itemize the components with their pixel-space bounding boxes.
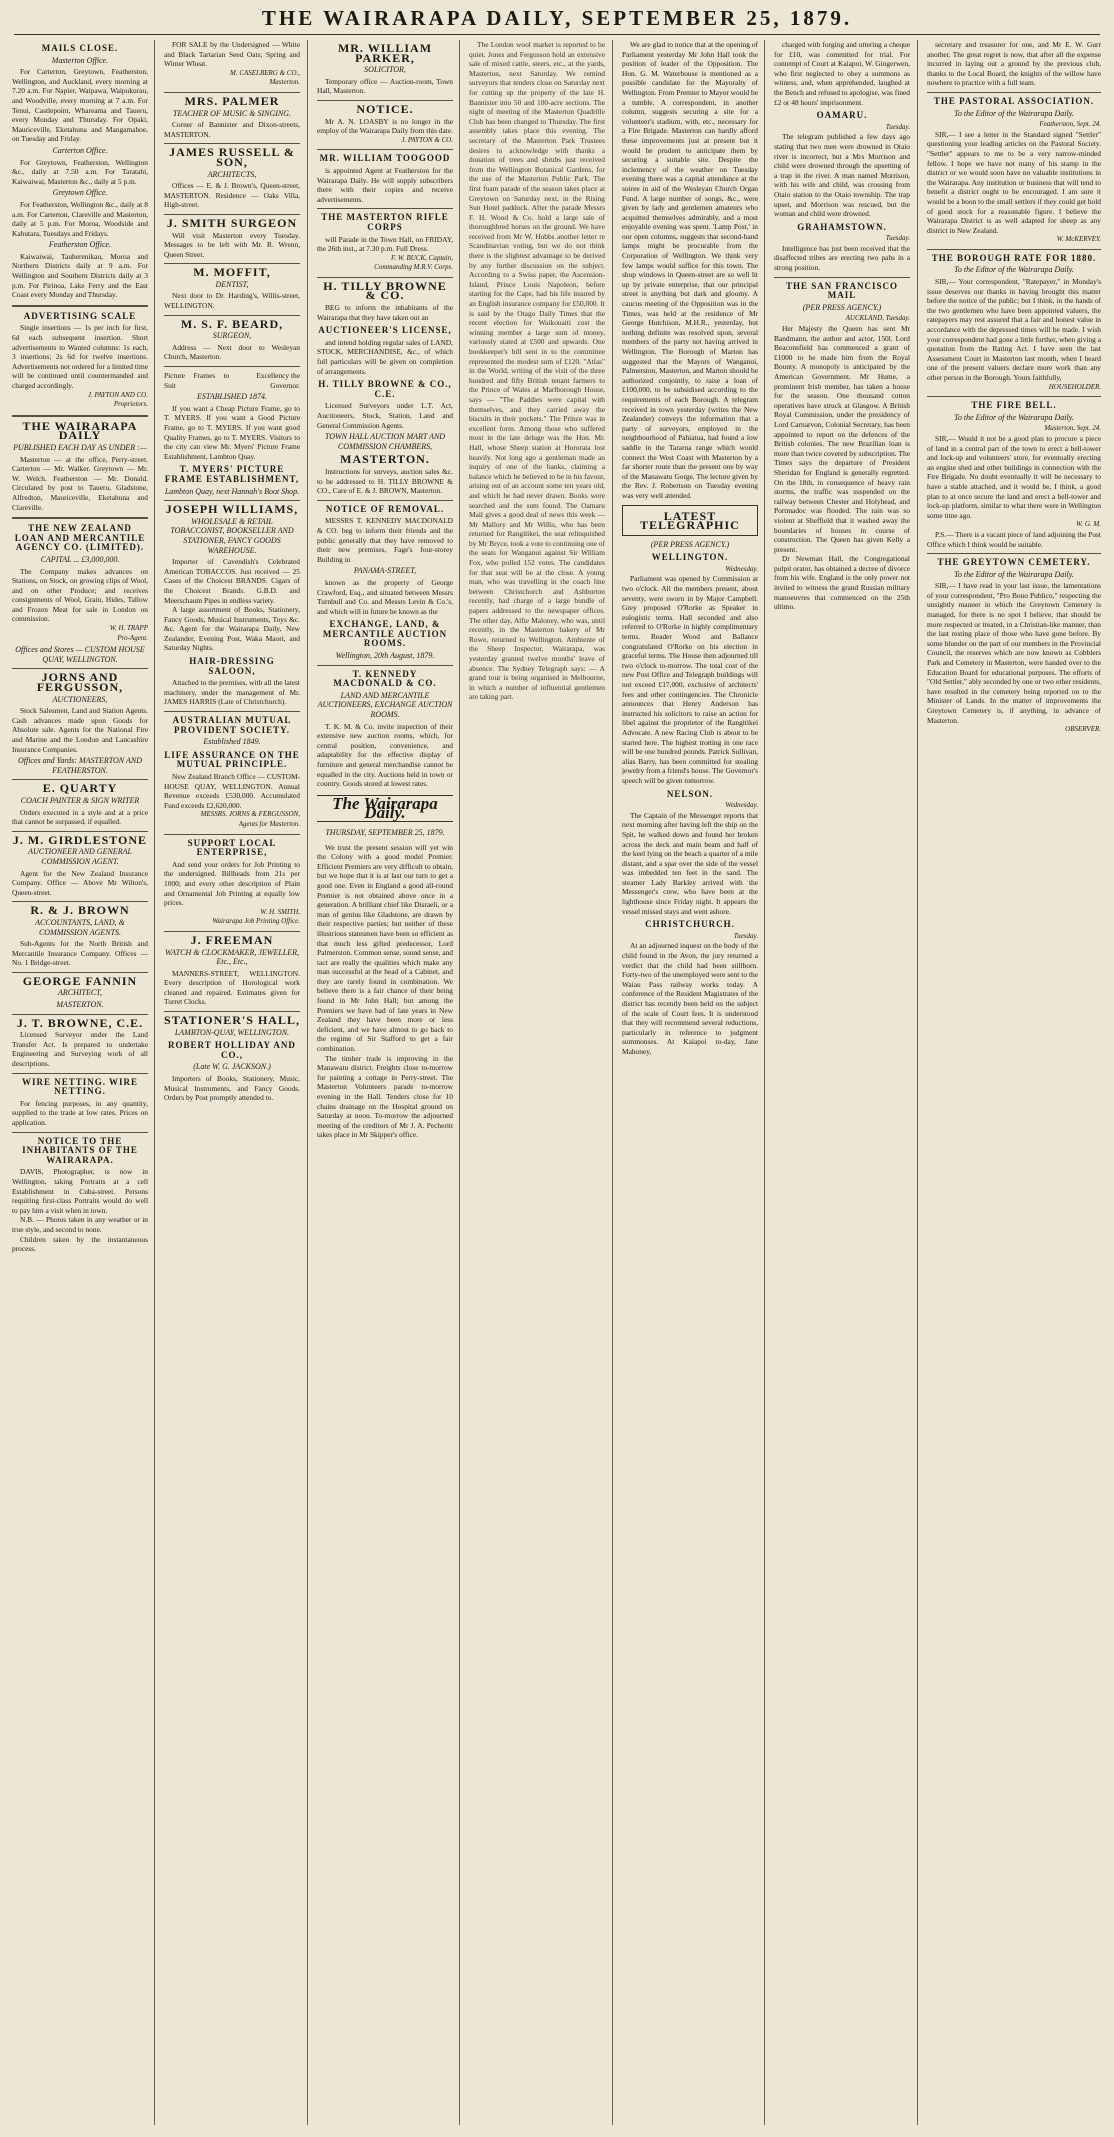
fannin-heading: GEORGE FANNIN [22,973,138,988]
san-francisco-mail-text: Her Majesty the Queen has sent Mr Bandmann, the author and actor, 150l. Lord Beaconsfield has commenced a grant of £1000 to be made him from the Royal Bounty. A monopoly is anticipated by the American Government. Mr Hume, a prominent Irish member, has taken a house for the season. One thousand cotton operatives have struck at Glasgow. A British Royal Commission, under the presidency of Lord Carnarvon, Colonial Secretary, has been appointed to report on the defences of the British colonies. The new Brazilian loan is more than twice covered by subscription. The Times says the departure of President Sheridan for England is generally regretted. On the 18th, in consequence of heavy rain storms, the traffic was suspended on the railway between Chester and Holyhead, and Portmadoc was flooded. The rain was so violent at Sheffield that it washed away the boundaries of houses in course of construction. The Queen has given Kelly a present. [774,324,910,554]
cemetery-text: SIR,— I have read in your last issue, the lamentations of your correspondent, "Pro Bono Publico," respecting the unsightly manner in which the Greytown Cemetery is managed, for there is no spot I believe, that should be more respected or treated, in a Christian-like manner, than the last resting place of those who have gone before. By some blunder on the part of our members in the Provincial Council, the reserves which are now known as Cobblers Park and Cemetery in Masterton, were handed over to the Education Board for educational purposes. The efforts of "Old Settler," ably seconded by one or two other residents, have resulted in the cemetery being reported on to the Minister of Lands. In the matter of improvements the Greytown Cemetery is, if anything, in advance of Masterton. [927,581,1101,725]
moffit-subheading: DENTIST, [215,279,249,289]
fire-bell-ps: P.S.— There is a vacant piece of land adjoining the Post Office which I think would be suitable. [927,529,1101,549]
divider [12,415,148,417]
san-francisco-mail-text-2: Dr Newman Hall, the Congregational pulpit orator, has obtained a decree of divorce from his wife. England is the only power not invited to witness the grand Russian military manoeuvres that commenced on the 25th ultimo. [774,554,910,612]
column-divider [307,40,308,2125]
tilly-signature: H. TILLY BROWNE & CO., C.E. [318,379,452,399]
stationers-subheading: LAMBTON-QUAY, WELLINGTON. [174,1027,290,1037]
russell-subheading: ARCHITECTS, [207,169,257,179]
pastoral-to: To the Editor of the Wairarapa Daily. [954,108,1074,118]
greytown-office-heading: Greytown Office. [52,188,108,198]
rifles-signature-title: Commanding M.R.V. Corps. [374,263,453,272]
notice-signature: J. PAYTON & CO. [401,135,453,144]
nelson-text: The Captain of the Messenger reports that next morning after having left the ship on the Spit, he walked down and found her broken across the deck and main beam and half of the keel lying on the beach a quarter of a mile distant, and a spar over the side of the vessel was imbedded ten feet in the sand. The steamer Lady Barkley arrived with the Messenger's crew, who have been at the lighthouse since Friday night. It appears the vessel missed stays and went ashore. [622,810,758,916]
hair-saloon-heading: HAIR-DRESSING SALOON, [189,656,275,676]
divider [12,305,148,307]
brown-heading: R. & J. BROWN [30,903,130,918]
stationers-heading: STATIONER'S HALL, [164,1013,300,1028]
notice-text: DAVIS, Photographer, is now in Wellington, taking Portraits at a cell Establishment in Cuba-street. Persons requiring first-class Portraits would do well to pay him a visit when in town. [12,1167,148,1215]
browne-text: Licensed Surveyor under the Land Transfer Act. Is prepared to undertake Engineering and Surveying work of all descriptions. [12,1030,148,1069]
jorns-text: Stock Salesmen, Land and Station Agents. Cash advances made upon Goods for Absolute sale. Agents for the National Fire and Marine and the London and Lancashire Insurance Companies. [12,706,148,754]
oamaru-text: The telegram published a few days ago stating that two men were drowned in Otaio river is incorrect, but a Mrs Morrison and child were drowned through the upsetting of a trap in the river. A man named Morrison, with his wife and child, was crossing from Otaio station to the Otaio township. The trap upset, and Morrison was rescued, but the woman and child were drowned. [774,132,910,219]
frames-address: Lambton Quay, next Hannah's Boot Shop. [164,486,300,496]
divider [12,1132,148,1133]
wellington-text: Parliament was opened by Commission at two o'clock. All the members present, about seventy, were sworn in by Major Campbell. Grey proposed O'Rorke as Speaker in eulogistic terms. Hall seconded and also referred to O'Rorke in highly complimentary terms. Reader Wood and Ballance congratulated O'Rorke on his election in graceful terms. The House then adjourned till two o'clock to-morrow. The total cost of the new Post Office and Telegraph buildings will not exceed £17,000, exclusive of architects' fees and other contingencies. The Chronicle announces that Henry Anderson has instructed his solicitors to raise an action for libel against the proprietor of the Rangitikei Advocate. A new Racing Club is about to be started here. The highest trotting in one race will be one hundred pounds. Patrick Sullivan, alias Barry, has been committed for stealing jewelry from a friend's house. The Governor's speech will be given tomorrow. [622,574,758,785]
published-text: Masterton — at the office, Perry-street. Carterton — Mr. Walker. Greytown — Mr. W. Welch. Featherston — Mr. Donald. Circulated by post to Taueru, Gladstone, Alfredton, Mauriceville, Eketahuna and Clareville. [12,454,148,512]
grahamstown-heading: GRAHAMSTOWN. [797,221,887,232]
column-3 [317,40,453,2125]
removal-street: PANAMA-STREET, [353,566,417,576]
notice-text: Mr A. N. LOASBY is no longer in the employ of the Wairarapa Daily from this date. [317,116,453,136]
column-2 [164,40,300,2125]
column-divider [459,40,460,2125]
latest-telegraphic-subheading: (PER PRESS AGENCY.) [650,539,730,549]
borough-rate-text: SIR,— Your correspondent, "Ratepayer," in Monday's issue deserves our thanks in having brought this matter before the notice of the public; but I think, in the hands of the two gentlemen who have been appointed valuers, the ratepayers may rest assured that a fair and honest value in accordance with the depressed times will be made. I wish your correspondent had gone a little further, when giving a quotation from the Rating Act. I have seen the last Assessment Court in Masterton last month, when I heard one of the present valuers declare more work than any other person in the Borough. Yours faithfully, [927,277,1101,382]
tilly-address: TOWN HALL AUCTION MART AND COMMISSION CHAMBERS, [324,432,446,451]
removal-text: MESSRS T. KENNEDY MACDONALD & CO. beg to inform their friends and the public generally that they have removed to their new premises, Fage's four-storey Building in [317,516,453,564]
pastoral-text: SIR,— I see a letter in the Standard signed "Settler" questioning your leading articles on the Pastoral Society. "Settler" appears to me to be a very narrow-minded fellow. I hope we have not many of his stamp in the district or we would soon have no valuable institutions in the Wairarapa. Any institution or business that will tend to benefit a district ought to be encouraged. I am sure it would be a boon to the small settlers if they could get hold of good stock for a reasonable figure. I believe the Wairarapa District is as well adapted for sheep as any district in New Zealand. [927,129,1101,235]
divider [164,315,300,316]
column-divider [154,40,155,2125]
freeman-subheading: WATCH & CLOCKMAKER, JEWELLER, Etc., Etc., [164,947,300,967]
frames-text: If you want a Cheap Picture Frame, go to T. MYERS. If you want a Good Picture Frame, go to T. MYERS. If you want good Quality Frames, go to T. MYERS. Visitors to the city can view Mr. Myers' Picture Frame Establishment, Lambton Quay. [164,403,300,461]
russell-heading: JAMES RUSSELL & SON, [169,145,295,169]
hair-saloon-text: Attached to the premises, with all the latest machinery, under the management of Mr. JAMES HARRIS (Late of Christchurch). [164,678,300,707]
local-news-text: We are glad to notice that at the opening of Parliament yesterday Mr John Hall took the position of leader of the Opposition. The Hon. G. M. Waterhouse is mentioned as a possible candidate for the Mayoralty of Wellington. From Premier to Mayor would be a tumble. A correspondent, in another column, suggests securing a site for a volunteer's stadium, with, etc., necessary for a Fire Brigade. Masterton can hardly afford these improvements just at present but it would be prudent to anticipate them by securing a suitable site. Despite the inclemency of the weather on Tuesday evening there was a capital attendance at the soiree in aid of the Wesleyan Church Organ Fund. A large number of songs, &c., were given by lady and gentlemen amateurs who acquitted themselves admirably, and a most enjoyable evening was spent. 'Lamp Post,' in our open columns, suggests that second-hand lamps might be procurable from the Corporation of Wellington. We think very few lamps would suffice for this town. The shop windows in Queen-street are so well lit up by private enterprise, that our principal street is anything but dark and gloomy. A caucus meeting of the Opposition was in the Times, was held at the residence of Mr George Hutchison, M.H.R., yesterday, but nothing definite was resolved upon, several members of the party not having arrived in Wellington. The Borough of Marton has suggested that the Mayors of Wanganui, Palmerston, Masterton, and Marton should be authorized conjointly, to raise a loan of £100,000, to be subsidised according to the requirements of each Borough. A telegram received in town yesterday (writes the New Zealander) conveys the information that a party of surveyors, employed in the neighbourhood of Pahiatua, had found a low saddle in the Tararua range which would connect the West Coast with Masterton by a far shorter route than the present one by way of the Manawatu Gorge. The lecture given by the Rev. J. Robertson on Tuesday evening was very well attended. [622,40,758,500]
browne-heading: J. T. BROWNE, C.E. [16,1015,144,1030]
advertising-text: Single insertions — 1s per inch for first, 6d each subsequent insertion. Short advertisements to Wanted columns: 1s each, 3 insertions; 2s 6d for twelve insertions. Advertisements not ordered for a limited time will be continued until countermanded and charged accordingly. [12,323,148,390]
divider [927,92,1101,93]
grahamstown-text: Intelligence has just been received that the disaffected tribes are erecting two pahs in a strong position. [774,243,910,273]
tilly-license: AUCTIONEER'S LICENSE, [318,325,452,336]
beard-heading: M. S. F. BEARD, [180,316,284,331]
divider [12,972,148,973]
divider [927,553,1101,554]
rifles-text: will Parade in the Town Hall, on FRIDAY, the 26th inst., at 7.30 p.m. Full Dress. [317,234,453,254]
advertising-heading: ADVERTISING SCALE [23,310,137,321]
for-sale-place: Masterton. [269,78,300,87]
fannin-subheading: ARCHITECT, [57,988,103,998]
divider [164,92,300,93]
divider [12,1073,148,1074]
column-4 [469,40,605,2125]
beard-text: Address — Next door to Wesleyan Church, Masterton. [164,342,300,362]
cricket-text: secretary and treasurer for one, and Mr E. W. Gurr another. The great regret is now, that after all the expense incurred in laying out a ground by the previous club, thanks to the Local Board, the knights of the willow have nowhere to practice with a full team. [927,40,1101,88]
girdlestone-subheading: AUCTIONEER AND GENERAL COMMISSION AGENT. [28,847,132,866]
wire-netting-heading: WIRE NETTING. WIRE NETTING. [21,1076,139,1097]
divider [317,100,453,101]
divider [12,1014,148,1015]
borough-rate-signature: HOUSEHOLDER. [1048,382,1101,391]
tilly-heading: H. TILLY BROWNE & CO. [323,278,447,303]
loan-agency-text: The Company makes advances on Stations, on Stock, on growing clips of Wool, and on other Produce; and receives consignments of Wool, Grain, Hides, Tallow and Frozen Meat for sale in London on commission. [12,566,148,624]
notice-heading: NOTICE TO THE INHABITANTS OF THE WAIRARAPA. [22,1135,138,1165]
parker-text: Temporary office — Auction-room, Town Hall, Masterton. [317,76,453,96]
divider [164,143,300,144]
column-divider [764,40,765,2125]
williams-subheading: WHOLESALE & RETAIL TOBACCONIST, BOOKSELLER AND STATIONER, FANCY GOODS WAREHOUSE. [170,516,294,555]
divider [164,263,300,264]
paper-title: The Wairarapa Daily. [317,795,453,822]
divider [164,834,300,835]
amp-signature-title: Agents for Masterton. [238,819,300,828]
divider [774,277,910,278]
column-7 [927,40,1101,2125]
tilly-text-4: Instructions for surveys, auction sales &c. to be addressed to H. TILLY BROWNE & CO., Care of E. & J. BROWN, Masterton. [317,466,453,496]
nelson-heading: NELSON. [666,788,714,799]
divider [164,711,300,712]
latest-telegraphic-heading: LATEST TELEGRAPHIC [640,508,740,533]
palmer-subheading: TEACHER OF MUSIC & SINGING. [173,108,291,118]
divider [317,149,453,150]
fannin-place: MASTERTON. [56,1000,104,1010]
williams-text-2: A large assortment of Books, Stationery, Fancy Goods, Musical Instruments, Toys &c. &c. Agent for the Wairarapa Daily, New Zealander, Evening Post, Waka Maori, and Saturday Nights. [164,605,300,653]
advertising-signature-title: Proprietors. [113,400,148,409]
frames-signature: T. MYERS' PICTURE FRAME ESTABLISHMENT, [164,464,300,484]
divider [12,668,148,669]
macdonald-heading: T. KENNEDY MACDONALD & CO. [333,668,437,689]
fire-bell-signature: W. G. M. [1076,520,1101,529]
loan-office: Offices and Stores — CUSTOM HOUSE QUAY, WELLINGTON. [15,645,145,664]
freeman-text: MANNERS-STREET, WELLINGTON. Every description of Horological work cleaned and repaired. Estimates given for Turret Clocks. [164,968,300,1007]
quarty-text: Orders executed in a style and at a price that cannot be surpassed, if equalled. [12,807,148,827]
divider [12,831,148,832]
oamaru-day: Tuesday. [885,122,910,131]
cemetery-to: To the Editor of the Wairarapa Daily. [954,569,1074,579]
toogood-text: is appointed Agent at Featherston for the Wairarapa Daily. He will supply subscribers there with their copies and receive advertisements. [317,165,453,204]
wellington-day: Wednesday. [725,564,758,573]
advertising-signature: J. PAYTON AND CO. [87,390,148,399]
latest-telegraphic-box [622,505,758,536]
san-francisco-mail-subheading: (PER PRESS AGENCY.) [802,302,882,312]
san-francisco-mail-place: AUCKLAND, Tuesday. [845,314,910,323]
notice-nb: N.B. — Photos taken in any weather or in true style, and second to none. [12,1215,148,1234]
freeman-heading: J. FREEMAN [190,932,274,947]
toogood-heading: MR. WILLIAM TOOGOOD [319,153,451,164]
divider [164,500,300,501]
divider [12,779,148,780]
divider [927,249,1101,250]
pastoral-place: Featherston, Sept. 24. [1039,120,1101,129]
christchurch-heading: CHRISTCHURCH. [645,919,735,930]
divider [164,931,300,932]
leader-text-2: The timber trade is improving in the Manawatu district. Freights close to-morrow for painting a cottage in Perry-street. The Masterton Volunteers parade to-morrow evening in the Hall. Tenders close for 10 chains drainage on the Hospital ground on Saturday at noon. To-morrow the adjourned meeting of the creditors of Mr J. A. Pecheritt takes place in Mr Skipper's office. [317,1053,453,1140]
borough-rate-heading: THE BOROUGH RATE FOR 1880. [931,252,1097,263]
featherston-office-text: Kaiwaiwai, Tauherenikau, Moroa and Northern Districts daily at 9 a.m. For Wellington and Southern Districts daily at 3 p.m. For Pirinoa, Lake Ferry and the East Coast every Monday and Thursday. [12,251,148,300]
divider [317,208,453,209]
divider [317,500,453,501]
moffit-heading: M. MOFFIT, [193,265,271,280]
masthead: THE WAIRARAPA DAILY, SEPTEMBER 25, 1879. [261,6,853,30]
leader-date: THURSDAY, SEPTEMBER 25, 1879. [325,827,445,837]
removal-date: Wellington, 20th August, 1879. [335,651,435,661]
divider [164,366,300,367]
tilly-town: MASTERTON. [340,452,430,467]
paper-name: THE WAIRARAPA DAILY [22,418,138,443]
quarty-heading: E. QUARTY [42,781,118,796]
parker-subheading: SOLICITOR, [364,65,406,75]
beard-subheading: SURGEON, [212,331,252,341]
published-heading: PUBLISHED EACH DAY AS UNDER :— [13,442,147,452]
palmer-heading: MRS. PALMER [184,93,280,108]
masterton-office-heading: Masterton Office. [51,55,109,65]
fire-bell-place: Masterton, Sept. 24. [1044,424,1101,433]
divider [164,1011,300,1012]
oamaru-heading: OAMARU. [816,110,868,121]
column-6 [774,40,910,2125]
divider [12,517,148,519]
moffit-text: Next door to Dr. Harding's, Willis-street, WELLINGTON. [164,291,300,311]
leader-text: We trust the present session will yet win the Colony with a good model Premier. Efficient Premiers are very difficult to obtain, but we hope that it is at last our turn to get a good one. Even in England a good all-round Premier is not obtained above once in a generation. A brilliant chief like Disraeli, or a man of genius like Gladstone, are drawn by their respective parties; but neither of these illustrious statesmen have been so efficient as that much less gifted predecessor, Lord Palmerston. Common sense, sound sense, and tact are really the qualities which make any man successful at the head of a Cabinet, and they are rarely found in combination. We believe there is a fair chance of their being found in Mr John Hall; but among the Premiers we have had of late years in New Zealand they have been more or less deficient, and we have almost to go back to the regime of Sir Stafford to get a fair combination. [317,842,453,1054]
amp-heading: AUSTRALIAN MUTUAL PROVIDENT SOCIETY. [172,715,292,735]
carterton-office-heading: Carterton Office. [52,145,108,155]
divider [317,665,453,666]
christchurch-text: At an adjourned inquest on the body of the child found in the Avon, the jury returned a verdict that the child had been stillborn. Forty-two of the unemployed were sent to the Waiau Pass railway works today. A conference of the Resident Magistrates of the district has recently been held on the subject of the scale of Court fees. It is understood that they will recommend several reductions, particularly in reference to judgment summonses. At Kaiapoi to-day, Jane Mahoney, [622,941,758,1056]
tilly-text-3: Licensed Surveyors under L.T. Act, Auctioneers, Stock, Station, Land and General Commission Agents. [317,401,453,430]
rifles-heading: THE MASTERTON RIFLE CORPS [321,212,449,232]
amp-established: Established 1849. [203,737,261,747]
fire-bell-heading: THE FIRE BELL. [971,400,1057,411]
children-text: Children taken by the instantaneous process. [12,1234,148,1254]
brown-subheading: ACCOUNTANTS, LAND, & COMMISSION AGENTS. [35,917,125,937]
girdlestone-heading: J. M. GIRDLESTONE [12,832,148,847]
macdonald-subheading: LAND AND MERCANTILE AUCTIONEERS, EXCHANGE AUCTION ROOMS. [317,690,453,720]
support-signature-title: Wairarapa Job Printing Office. [212,917,300,926]
mails-heading: MAILS CLOSE. [41,43,119,53]
pastoral-heading: THE PASTORAL ASSOCIATION. [933,95,1095,106]
jorns-heading: JORNS AND FERGUSSON, [36,670,124,695]
divider [927,396,1101,397]
tilly-text-2: and intend holding regular sales of LAND, STOCK, MERCHANDISE, &c., of which full particulars will be given on completion of arrangements. [317,337,453,376]
jorns-subheading: AUCTIONEERS, [52,694,108,704]
divider [12,901,148,902]
stationers-text: Importers of Books, Stationery, Music, Musical Instruments, and Fancy Goods. Orders by Post promptly attended to. [164,1074,300,1103]
grahamstown-day: Tuesday. [885,234,910,243]
palmer-text: Corner of Bannister and Dixon-streets, MASTERTON. [164,120,300,139]
christchurch-day: Tuesday. [733,931,758,940]
divider [317,277,453,278]
loan-signature: W. H. TRAPP [109,624,148,633]
loan-signature-title: Pro-Agent. [117,633,148,642]
removal-text-2: known as the property of George Crawford, Esq., and situated between Messrs Turnbull and Co. and Messrs Levin & Co.'s, and which will in future be known as the [317,577,453,616]
column-1 [12,40,148,2125]
san-francisco-mail-heading: THE SAN FRANCISCO MAIL [785,280,898,301]
cemetery-heading: THE GREYTOWN CEMETERY. [937,557,1091,568]
support-text: And send your orders for Job Printing to the undersigned. Billheads from 21s per 1000; and every other description of Plain and Ornamental Job Printing at equally low prices. [164,859,300,908]
removal-mart: EXCHANGE, LAND, & MERCANTILE AUCTION ROOMS. [322,619,448,649]
stationers-signature-note: (Late W. G. JACKSON.) [193,1062,271,1072]
wire-netting-text: For fencing purposes, in any quantity, supplied to the trade at low rates. Prices on application. [12,1098,148,1127]
williams-heading: JOSEPH WILLIAMS, [165,502,299,517]
divider [164,214,300,215]
jorns-office: Offices and Yards: MASTERTON AND FEATHERSTON. [17,756,142,775]
borough-rate-to: To the Editor of the Wairarapa Daily. [954,265,1074,275]
stationers-signature: ROBERT HOLLIDAY AND CO., [168,1040,296,1060]
masthead-rule [14,34,1100,35]
loan-capital: CAPITAL ... £3,000,000. [40,554,120,564]
fire-bell-to: To the Editor of the Wairarapa Daily. [954,412,1074,422]
support-heading: SUPPORT LOCAL ENTERPRISE, [187,837,277,858]
cemetery-signature: OBSERVER. [1065,725,1101,734]
williams-text: Importer of Cavendish's Celebrated American TOBACCOS. Just received — 25 Cases of the Choicest BRANDS. Cigars of the Choicest Brands. G.B.D. and Meerschaum Pipes in endless variety. [164,557,300,605]
frames-left: Picture Frames to Suit [164,371,230,390]
amp-subheading: LIFE ASSURANCE ON THE MUTUAL PRINCIPLE. [164,749,300,770]
for-sale-signature: M. CASELBERG & CO., [230,68,300,77]
amp-signature: MESSRS. JORNS & FERGUSSON, [200,810,300,819]
frames-established: ESTABLISHED 1874. [196,392,268,402]
loan-agency-heading: THE NEW ZEALAND LOAN AND MERCANTILE AGENCY CO. (LIMITED). [14,523,146,553]
greytown-office-text: For Featherston, Wellington &c., daily at 8 a.m. For Carterton, Clareville and Masterton, daily at 5 p.m. For Moroa, Woodside and Kahutara, Tuesdays and Fridays. [12,199,148,238]
frames-right: Excellency the Governor. [256,371,300,390]
smith-text: Will visit Masterton every Tuesday. Messages to be left with Mr. R. Wrenn, Queen Street. [164,230,300,259]
removal-heading: NOTICE OF REMOVAL. [325,503,445,514]
tilly-text: BEG to inform the inhabitants of the Wairarapa that they have taken out an [317,303,453,322]
carterton-office-text: For Greytown, Featherston, Wellington &c., daily at 7.50 a.m. For Taratahi, Kaiwaiwai, Masterton &c., daily at 5 p.m. [12,157,148,186]
smith-heading: J. SMITH SURGEON [166,215,298,230]
macdonald-text: T. K. M. & Co. invite inspection of their extensive new auction rooms, which, for central position, convenience, and adaptability for the effective display of furniture and general merchandise cannot be equalled in the city. Auctions held in town or country. Goods stored at lowest rates. [317,721,453,789]
support-signature: W. H. SMITH, [260,907,300,916]
telegraphic-continued-text: charged with forging and uttering a cheque for £10, was committed for trial. For contempt of Court at Kaiapoi, W. Gingerwen, who first neglected to obey a summons as witness, and, when apprehended, laughed at the Bench and refused to apologise, was fined £2 or 48 hours' imprisonment. [774,40,910,107]
featherston-office-heading: Featherston Office. [48,240,112,250]
column-divider [917,40,918,2125]
brown-text: Sub-Agents for the North British and Mercantile Insurance Company. Offices — No. 1 Bridge-street. [12,939,148,968]
amp-text: New Zealand Branch Office — CUSTOM-HOUSE QUAY, WELLINGTON. Annual Revenue exceeds £530,000. Accumulated Fund exceeds £2,620,000. [164,772,300,810]
fire-bell-text: SIR,— Would it not be a good plan to procure a piece of land in a central part of the town to erect a bell-tower and lock-up and volunteers' store, for eventually erecting an engine shed and other buildings in connection with the Fire Brigade. No doubt eventually it will be necessary to have a stable attached, and it would be, I think, a good plan to at once secure the land and erect a bell-tower and lock-up platform, similar to what there were in Wellington some time ago. [927,433,1101,520]
girdlestone-text: Agent for the New Zealand Insurance Company. Office — Above Mr Wilton's, Queen-street. [12,868,148,897]
notice-heading: NOTICE. [356,101,414,116]
masterton-office-text: For Carterton, Greytown, Featherston, Wellington, and Auckland, every morning at 7.20 a.m. For Napier, Waipawa, Waipukurau, and Woodville, every morning at 7 a.m. For Tenui, Castlepoint, Whareama and Taueru, every Monday and Thursday. For Opaki, Mauriceville, Eketahuna and Mangamahoe, on Tuesday and Friday. [12,67,148,144]
frames-header [164,371,300,390]
column-divider [612,40,613,2125]
column-5 [622,40,758,2125]
parker-heading: MR. WILLIAM PARKER, [337,41,433,65]
nelson-day: Wednesday. [725,801,758,810]
wellington-heading: WELLINGTON. [651,552,729,563]
russell-text: Offices — E. & J. Brown's, Queen-street, MASTERTON. Residence — Oaks Villa, High-street. [164,181,300,210]
quarty-subheading: COACH PAINTER & SIGN WRITER [20,795,140,805]
pastoral-signature: W. McKERVEY. [1056,235,1101,244]
for-sale-text: FOR SALE by the Undersigned — White and Black Tartarian Seed Oats; Spring and Winter Wheat. [164,40,300,69]
local-news-text: The London wool market is reported to be quiet. Jones and Fergusson hold an extensive sale of mixed cattle, steers, etc., at the yards, Masterton, next Saturday. We remind surveyors that tenders close on Saturday next for cutting up the property of the late H. Bannister into 50 and 100-acre sections. The night of meeting of the Masterton Quadrille Club has been changed to Thursday. The first assembly takes place this evening. The secretary of the Masterton Park Trustees desires to acknowledge with thanks a donation of trees and shrubs just received from the Wellington Botanical Gardens, for the use of the Masterton Public Park. The first foam parade of the season takes place at Greytown on Saturday next, in the Rising Sun Hotel paddock. After the parade Messrs F. H. Wood & Co. hold a large sale of thoroughbred horses on the ground. We have received from Mr W. Hobbs another letter re Scandinavian voting, but we do not think there is the slightest advantage to be derived by any further discussion on the subject. According to a Swiss paper, the Ascension-Island, Prince Louis Napoleon, before starting for the Cape, had his life insured by an English insurance company for £50,000. It is said by the Otago Daily Times that the recent election for Waikouaiti cost the winning member a large sum of money, variously stated at £500 and upwards. One bookkeeper's bill sent in to the committee represented the modest sum of £120. "Atlas" in the World, writing of the visit of the three hundred and fifty British tenant farmers to the Prince of Wales at Marlborough House, says — "The Paddies were capital with themselves, and they carried away the biscuits in their pockets." The Prince was in excellent form. Among those who suffered most in the late deluge was the Hon. Mr. Hall, whose Sheep station at Hororata lost heavily. Not long ago a gentleman made an inquiry of one of the banks, claiming a balance which he believed to be in his favour, arising out of an account some ten years old, and which he had never drawn. Books were searched and the sum found. The Oamaru Mail gives a good deal of news this week — Mr Mallory and Mr Willis, who has been returned for Rangitikei, the seat relinquished by Mr Bryce, took a vote to continuing one of the seats for Wanganui against Sir William Fox, who polled 152 votes. The candidates for that seat will be at the close. A young man, who was travelling in the coach line between Christchurch and Ashburton recently, had charge of a large bundle of papers addressed to the newspaper offices. The other day, Alfie Maloney, who was, until recently, in the Masterton bakery of Mr Rowe, returned to Wellington. Ambiente of the Sheep Inspector, Wairarapa, was yesterday granted twelve months' leave of absence. The Sydney Telegraph says: — A grand tour is being organised in Melbourne, in which a number of influential gentlemen are taking part. [469,40,605,702]
rifles-signature: F. W. BUCK, Captain, [390,253,453,262]
